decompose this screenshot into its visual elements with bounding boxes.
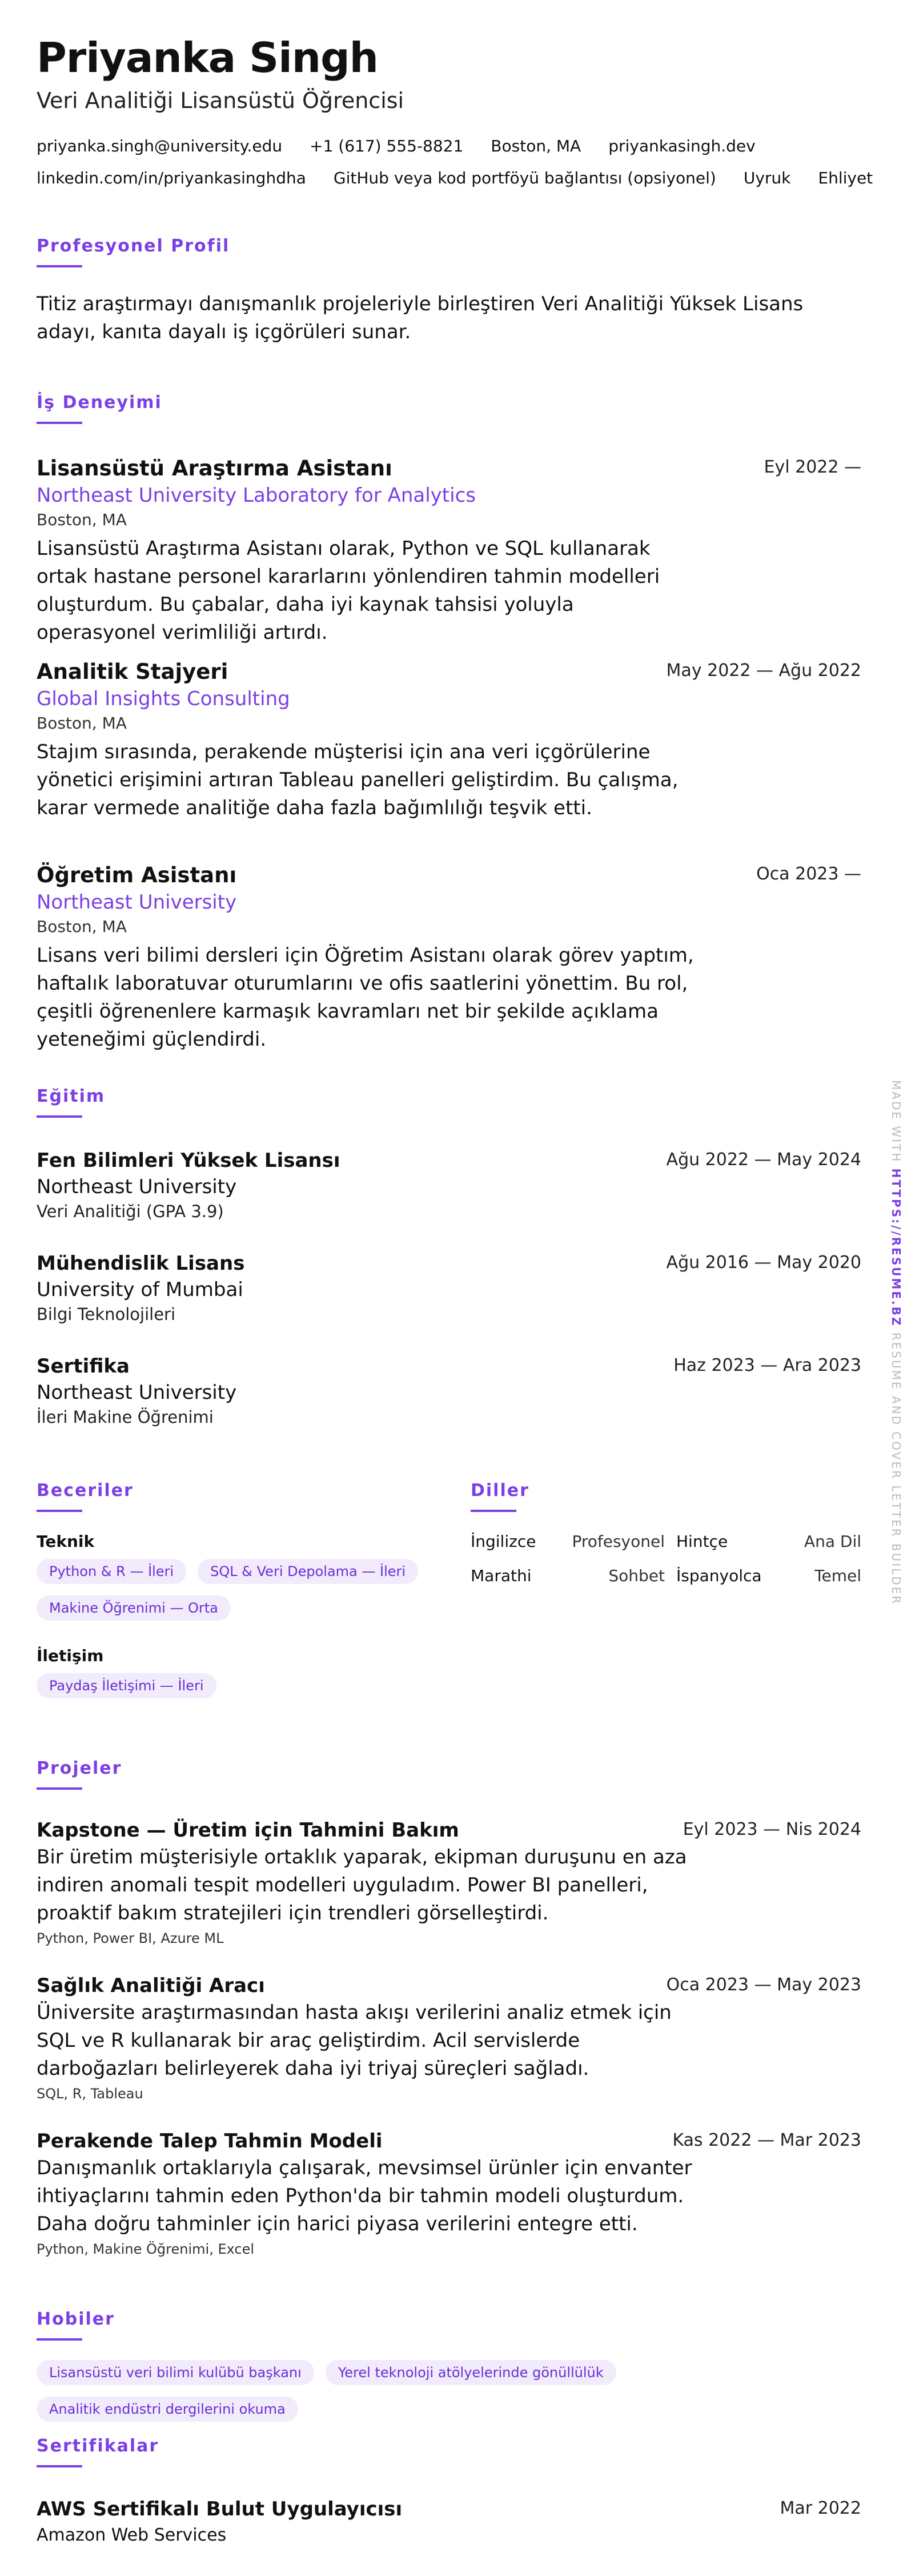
contact-location: Boston, MA xyxy=(491,137,581,155)
projects-section-rule xyxy=(37,1787,82,1790)
language-name: İspanyolca xyxy=(676,1566,762,1585)
skill-group-title: İletişim xyxy=(37,1646,104,1665)
skill-pill-list xyxy=(37,1673,436,1698)
job-location: Boston, MA xyxy=(37,917,127,936)
experience-entry xyxy=(37,862,861,1054)
education-field: İleri Makine Öğrenimi xyxy=(37,1407,214,1427)
skill-pill: Paydaş İletişimi — İleri xyxy=(37,1673,216,1698)
project-title: Sağlık Analitiği Aracı xyxy=(37,1974,265,1997)
education-date: Ağu 2016 — May 2020 xyxy=(666,1253,861,1273)
certification-entry xyxy=(37,2496,861,2549)
certification-name: AWS Sertifikalı Bulut Uygulayıcısı xyxy=(37,2498,403,2521)
contact-row-secondary xyxy=(37,168,900,189)
experience-entry xyxy=(37,455,861,647)
job-date: Eyl 2022 — xyxy=(764,457,861,477)
skill-pill: Makine Öğrenimi — Orta xyxy=(37,1595,231,1621)
education-degree: Fen Bilimleri Yüksek Lisansı xyxy=(37,1149,340,1172)
experience-entry xyxy=(37,658,861,822)
profile-section-rule xyxy=(37,265,82,267)
builder-side-note xyxy=(889,1080,904,1606)
job-organization: Global Insights Consulting xyxy=(37,687,290,710)
project-title: Perakende Talep Tahmin Modeli xyxy=(37,2130,383,2153)
skills-section-title: Beceriler xyxy=(37,1481,134,1501)
certifications-section-title: Sertifikalar xyxy=(37,2436,159,2456)
job-organization: Northeast University xyxy=(37,891,237,914)
education-entry xyxy=(37,1353,861,1429)
project-date: Kas 2022 — Mar 2023 xyxy=(672,2130,861,2150)
language-name: Hintçe xyxy=(676,1532,728,1551)
languages-section-title: Diller xyxy=(471,1481,529,1501)
contact-linkedin[interactable]: linkedin.com/in/priyankasinghdha xyxy=(37,169,306,187)
certification-date: Mar 2022 xyxy=(780,2498,861,2518)
job-organization: Northeast University Laboratory for Analytics xyxy=(37,484,476,507)
project-technologies: SQL, R, Tableau xyxy=(37,2086,143,2102)
project-technologies: Python, Makine Öğrenimi, Excel xyxy=(37,2241,255,2257)
experience-section-title: İş Deneyimi xyxy=(37,393,162,413)
education-date: Ağu 2022 — May 2024 xyxy=(666,1150,861,1170)
education-entry xyxy=(37,1147,861,1223)
skill-pill-list xyxy=(37,1559,436,1621)
project-description: Danışmanlık ortaklarıyla çalışarak, mevsimsel ürünler için envanter ihtiyaçlarını tahmin eden Python'da bir tahmin modeli oluşturdum. Daha doğru tahminler için harici piyasa verilerini entegre etti. xyxy=(37,2157,692,2235)
skill-pill: Python & R — İleri xyxy=(37,1559,186,1584)
language-level: Temel xyxy=(814,1566,861,1585)
language-name: Marathi xyxy=(471,1566,532,1585)
education-school: Northeast University xyxy=(37,1175,237,1198)
language-name: İngilizce xyxy=(471,1532,536,1551)
hobbies-section-rule xyxy=(37,2338,82,2341)
job-title: Analitik Stajyeri xyxy=(37,659,228,684)
side-note-suffix: RESUME AND COVER LETTER BUILDER xyxy=(889,1327,903,1606)
project-entry xyxy=(37,1973,861,2103)
language-level: Sohbet xyxy=(608,1566,665,1585)
education-school: University of Mumbai xyxy=(37,1278,243,1301)
project-date: Eyl 2023 — Nis 2024 xyxy=(683,1819,861,1839)
languages-section-rule xyxy=(471,1510,516,1512)
contact-row-primary xyxy=(37,136,783,157)
certification-issuer: Amazon Web Services xyxy=(37,2525,227,2545)
hobby-pill-list xyxy=(37,2360,861,2422)
education-field: Bilgi Teknolojileri xyxy=(37,1305,176,1324)
job-location: Boston, MA xyxy=(37,714,127,733)
hobby-pill: Lisansüstü veri bilimi kulübü başkanı xyxy=(37,2360,314,2385)
education-section-title: Eğitim xyxy=(37,1086,106,1106)
side-note-prefix: MADE WITH xyxy=(889,1080,903,1169)
job-date: May 2022 — Ağu 2022 xyxy=(666,661,861,681)
job-title: Öğretim Asistanı xyxy=(37,863,237,887)
project-description: Bir üretim müşterisiyle ortaklık yaparak, ekipman duruşunu en aza indiren anomali tespit modelleri uyguladım. Power BI panelleri, proaktif bakım stratejileri için trendleri görselleştirdi. xyxy=(37,1846,687,1925)
education-date: Haz 2023 — Ara 2023 xyxy=(673,1355,861,1375)
candidate-role: Veri Analitiği Lisansüstü Öğrencisi xyxy=(37,88,404,113)
contact-website[interactable]: priyankasingh.dev xyxy=(608,137,756,155)
contact-nationality: Uyruk xyxy=(743,169,791,187)
skill-group-title: Teknik xyxy=(37,1532,95,1551)
contact-license: Ehliyet xyxy=(818,169,873,187)
job-description: Lisansüstü Araştırma Asistanı olarak, Python ve SQL kullanarak ortak hastane personel kararlarını yönlendiren tahmin modelleri oluşturdum. Bu çabalar, daha iyi kaynak tahsisi yoluyla operasyonel verimliliği artırdı. xyxy=(37,537,660,644)
experience-section-rule xyxy=(37,422,82,424)
job-title: Lisansüstü Araştırma Asistanı xyxy=(37,456,392,481)
candidate-name: Priyanka Singh xyxy=(37,34,378,82)
job-location: Boston, MA xyxy=(37,510,127,529)
education-entry xyxy=(37,1250,861,1326)
contact-github[interactable]: GitHub veya kod portföyü bağlantısı (opsiyonel) xyxy=(333,169,716,187)
hobby-pill: Yerel teknoloji atölyelerinde gönüllülük xyxy=(326,2360,616,2385)
job-description: Lisans veri bilimi dersleri için Öğretim Asistanı olarak görev yaptım, haftalık laboratuvar oturumlarını ve ofis saatlerini yönettim. Bu rol, çeşitli öğrenenlere karmaşık kavramları net bir şekilde açıklama yeteneğimi güçlendirdi. xyxy=(37,944,694,1051)
job-description: Stajım sırasında, perakende müşterisi için ana veri içgörülerine yönetici erişimini artıran Tableau panelleri geliştirdim. Bu çalışma, karar vermede analitiğe daha fazla bağımlılığı teşvik etti. xyxy=(37,741,679,819)
project-title: Kapstone — Üretim için Tahmini Bakım xyxy=(37,1819,459,1842)
projects-section-title: Projeler xyxy=(37,1758,122,1778)
education-section-rule xyxy=(37,1115,82,1118)
project-technologies: Python, Power BI, Azure ML xyxy=(37,1930,224,1946)
contact-email[interactable]: priyanka.singh@university.edu xyxy=(37,137,283,155)
side-note-link[interactable]: HTTPS://RESUME.BZ xyxy=(889,1168,903,1327)
education-field: Veri Analitiği (GPA 3.9) xyxy=(37,1202,224,1221)
education-degree: Sertifika xyxy=(37,1355,130,1378)
job-date: Oca 2023 — xyxy=(756,864,861,884)
project-description: Üniversite araştırmasından hasta akışı verilerini analiz etmek için SQL ve R kullanarak bir araç geliştirdim. Acil servislerde darboğazları belirleyerek daha iyi triyaj süreçleri sağladı. xyxy=(37,2001,672,2080)
profile-summary: Titiz araştırmayı danışmanlık projeleriyle birleştiren Veri Analitiği Yüksek Lisans adayı, kanıta dayalı iş içgörüleri sunar. xyxy=(37,293,804,343)
project-entry xyxy=(37,2128,861,2259)
hobby-pill: Analitik endüstri dergilerini okuma xyxy=(37,2397,298,2422)
skill-pill: SQL & Veri Depolama — İleri xyxy=(198,1559,418,1584)
education-degree: Mühendislik Lisans xyxy=(37,1252,245,1275)
project-date: Oca 2023 — May 2023 xyxy=(666,1975,861,1995)
profile-section-title: Profesyonel Profil xyxy=(37,236,230,256)
education-school: Northeast University xyxy=(37,1381,237,1404)
skills-section-rule xyxy=(37,1510,82,1512)
contact-phone[interactable]: +1 (617) 555-8821 xyxy=(310,137,464,155)
hobbies-section-title: Hobiler xyxy=(37,2309,115,2329)
language-level: Profesyonel xyxy=(572,1532,665,1551)
project-entry xyxy=(37,1817,861,1948)
certifications-section-rule xyxy=(37,2465,82,2467)
language-level: Ana Dil xyxy=(804,1532,861,1551)
